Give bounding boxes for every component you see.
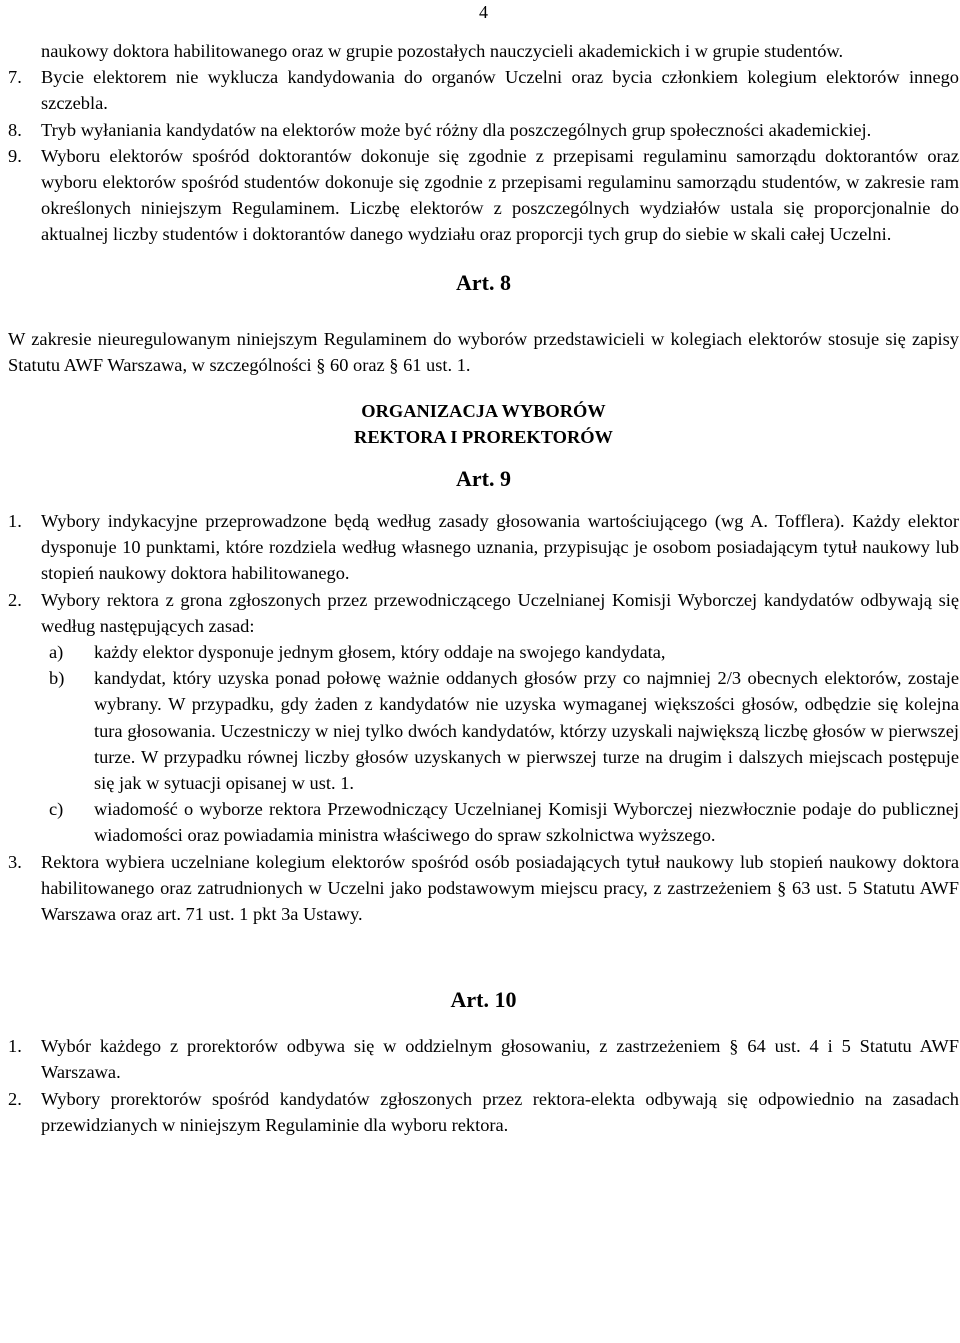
section-title bbox=[8, 398, 959, 450]
item-text: Wybór każdego z prorektorów odbywa się w oddzielnym głosowaniu, z zastrzeżeniem § 64 ust. 4 i 5 Statutu AWF Warszawa. bbox=[41, 1036, 959, 1083]
item-text: Wyboru elektorów spośród doktorantów dokonuje się zgodnie z przepisami regulaminu samorządu doktorantów oraz wyboru elektorów spośród studentów dokonuje się zgodnie z przepisami regulaminu samorządu studentów, w zakresie ram określonych niniejszym Regulaminem. Liczbę elektorów z poszczególnych wydziałów ustala się proporcjonalnie do aktualnej liczby studentów i doktorantów danego wydziału oraz proporcji tych grup do siebie w skali całej Uczelni. bbox=[41, 145, 959, 245]
art-10-item-1 bbox=[8, 1033, 959, 1085]
continuation-text: naukowy doktora habilitowanego oraz w grupie pozostałych nauczycieli akademickich i w grupie studentów. bbox=[41, 41, 844, 61]
item-number: 7. bbox=[8, 67, 22, 88]
art-9-heading: Art. 9 bbox=[456, 466, 511, 492]
sub-item-text: wiadomość o wyborze rektora Przewodniczący Uczelnianej Komisji Wyborczej niezwłocznie podaje do publicznej wiadomości oraz powiadamia ministra właściwego do spraw szkolnictwa wyższego. bbox=[94, 799, 959, 846]
art-10-item-2 bbox=[8, 1086, 959, 1138]
sub-item-text: kandydat, który uzyska ponad połowę ważnie oddanych głosów przy co najmniej 2/3 obecnych elektorów, zostaje wybrany. W przypadku, gdy żaden z kandydatów nie uzyska wymaganej większości głosów, odbędzie się kolejna tura głosowania. Uczestniczy w niej tylko dwóch kandydatów, którzy uzyskali największą liczbę głosów w pierwszej turze. W przypadku równej liczby głosów uzyskanych w pierwszej turze na drugim i dalszych miejscach postępuje się jak w sytuacji opisanej w ust. 1. bbox=[94, 668, 959, 794]
document-body bbox=[8, 38, 959, 1138]
art-9-sub-item-a bbox=[8, 639, 959, 665]
item-text: Rektora wybiera uczelniane kolegium elektorów spośród osób posiadających tytuł naukowy lub stopień naukowy doktora habilitowanego oraz zatrudnionych w Uczelni jako podstawowym miejscu pracy, z zastrzeżeniem § 63 ust. 5 Statutu AWF Warszawa oraz art. 71 ust. 1 pkt 3a Ustawy. bbox=[41, 851, 959, 925]
list-item-8 bbox=[8, 117, 959, 143]
art-9-sub-item-b bbox=[8, 665, 959, 796]
art-9-item-2 bbox=[8, 587, 959, 639]
item-text: Wybory rektora z grona zgłoszonych przez przewodniczącego Uczelnianej Komisji Wyborczej kandydatów odbywają się według następujących zasad: bbox=[41, 589, 959, 636]
item-number: 8. bbox=[8, 119, 22, 140]
item-text: Wybory indykacyjne przeprowadzone będą według zasady głosowania wartościującego (wg A. Tofflera). Każdy elektor dysponuje 10 punktami, które rozdziela według własnego uznania, przypisując je osobom posiadającym tytuł naukowy lub stopień naukowy doktora habilitowanego. bbox=[41, 511, 959, 584]
item-number: 3. bbox=[8, 851, 22, 872]
sub-item-text: każdy elektor dysponuje jednym głosem, który oddaje na swojego kandydata, bbox=[94, 642, 666, 663]
item-number: 1. bbox=[8, 511, 22, 532]
item-text: Bycie elektorem nie wyklucza kandydowania do organów Uczelni oraz bycia członkiem kolegium elektorów innego szczebla. bbox=[41, 67, 959, 114]
list-item-9 bbox=[8, 143, 959, 248]
section-title-line-1: ORGANIZACJA WYBORÓW bbox=[361, 401, 606, 422]
page-number: 4 bbox=[479, 2, 488, 22]
item-text: Tryb wyłaniania kandydatów na elektorów może być różny dla poszczególnych grup społeczności akademickiej. bbox=[41, 119, 872, 140]
sub-item-label: c) bbox=[49, 799, 64, 820]
section-title-line-2: REKTORA I PROREKTORÓW bbox=[354, 427, 613, 448]
art-9-item-1 bbox=[8, 508, 959, 587]
item-text: Wybory prorektorów spośród kandydatów zgłoszonych przez rektora-elekta odbywają się odpowiednio na zasadach przewidzianych w niniejszym Regulaminie dla wyboru rektora. bbox=[41, 1088, 959, 1135]
item-number: 2. bbox=[8, 1088, 22, 1109]
art-9-sub-item-c bbox=[8, 796, 959, 848]
art-8-text: W zakresie nieuregulowanym niniejszym Regulaminem do wyborów przedstawicieli w kolegiach elektorów stosuje się zapisy Statutu AWF Warszawa, w szczególności § 60 oraz § 61 ust. 1. bbox=[8, 328, 959, 375]
item-number: 2. bbox=[8, 589, 22, 610]
art-9-item-3 bbox=[8, 849, 959, 928]
item-number: 1. bbox=[8, 1036, 22, 1057]
art-8-heading: Art. 8 bbox=[456, 269, 511, 295]
item-number: 9. bbox=[8, 145, 22, 166]
list-item-7 bbox=[8, 64, 959, 116]
sub-item-label: b) bbox=[49, 668, 65, 689]
sub-item-label: a) bbox=[49, 642, 64, 663]
art-10-heading: Art. 10 bbox=[450, 987, 517, 1013]
